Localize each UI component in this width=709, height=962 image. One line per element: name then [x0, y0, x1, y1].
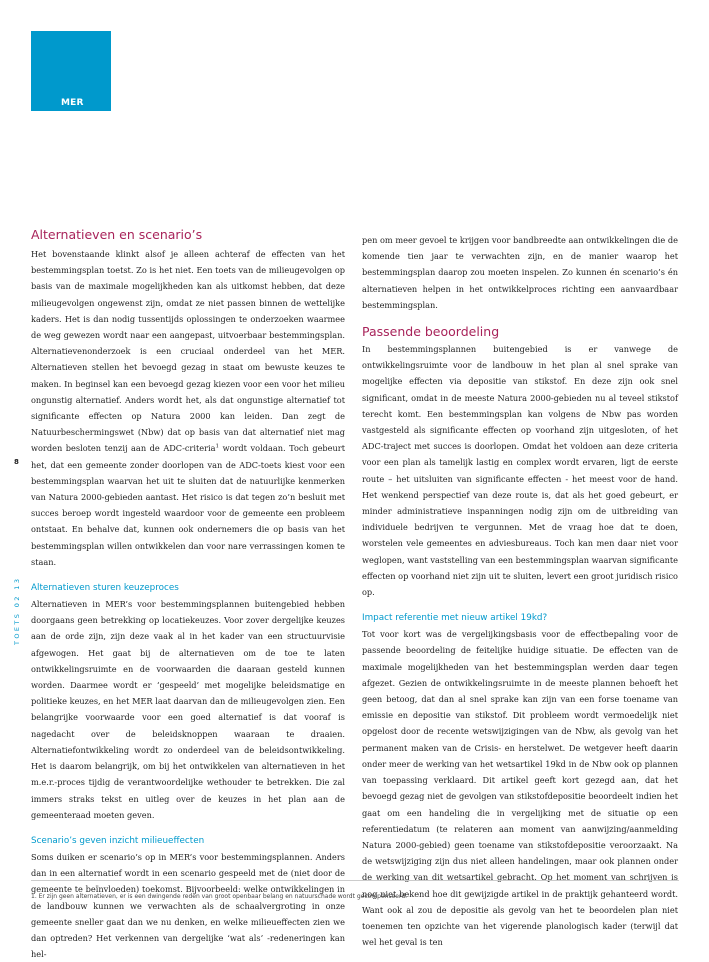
subheading-impact-referentie: Impact referentie met nieuw artikel 19kd?	[362, 613, 548, 624]
continuation-paragraph: pen om meer gevoel te krijgen voor bandbreedte aan ontwikkelingen die de komende tien jaar te verwachten zijn, en de manier waarop het bestemmingsplan daarop zou moeten inspelen. Zo kunnen én scenario’s én alternatieven helpen in het ontwikkelproces richting een aanvaardbaar bestemmingsplan.	[362, 235, 678, 310]
footnote-divider	[31, 880, 679, 881]
passende-beoordeling-paragraph: In bestemmingsplannen buitengebied is er vanwege de ontwikkelingsruimte voor de landbouw in het plan al snel sprake van mogelijke effecten via depositie van stikstof. En deze zijn ook snel significant, omdat in de meeste Natura 2000-gebieden nu al teveel stikstof terecht komt. Een bestemmingsplan kan volgens de Nbw pas worden vastgesteld als significante effecten op voorhand zijn uitgesloten, of het ADC-traject met succes is doorlopen. Omdat het voldoen aan deze criteria voor een plan als tamelijk lastig en complex wordt ervaren, ligt de eerste route – het uitsluiten van significante effecten - het meest voor de hand. Het wenkend perspectief van deze route is, dat als het goed gebeurt, er minder administratieve inspanningen nodig zijn om de uitbreiding van individuele bedrijven te vergunnen. Met de vraag hoe dat te doen, worstelen vele gemeentes en adviesbureaus. Toch kan men daar niet voor weglopen, want vaststelling van een bestemmingsplan waarvan significante effecten op voorhand niet zijn uit te sluiten, levert een groot juridisch risico op.	[362, 344, 678, 598]
alternatieven-paragraph: Alternatieven in MER’s voor bestemmingsplannen buitengebied hebben doorgaans geen betrekking op locatiekeuzes. Voor zover dergelijke keuzes aan de orde zijn, zijn deze vaak al in het kader van een structuurvisie afgewogen. Het gaat bij de alternatieven om de toe te laten ontwikkelingsruimte en de voorwaarden die daaraan gesteld kunnen worden. Daarmee wordt er ‘gespeeld’ met mogelijke beleidsmatige en politieke keuzes, en het MER laat daarvan dan de milieugevolgen zien. Een belangrijke voorwaarde voor een goed alternatief is dat vooraf is nagedacht over de beleidsknoppen waaraan te draaien. Alternatiefontwikkeling wordt zo onderdeel van de beleidsontwikkeling. Het is daarom belangrijk, om bij het ontwikkelen van alternatieven in het m.e.r.-proces tijdig de verantwoordelijke wethouder te betrekken. Die zal immers straks tekst en uitleg over de keuzes in het plan aan de gemeenteraad moeten geven.	[31, 599, 345, 820]
section-title-passende-beoordeling: Passende beoordeling	[362, 324, 500, 340]
left-column	[31, 232, 345, 962]
intro-paragraph	[31, 246, 345, 570]
footnote-reference: 1	[215, 443, 219, 450]
footnote: 1. Er zijn geen alternatieven, er is een dwingende reden van groot openbaar belang en natuurschade wordt gecompenseerd.	[31, 893, 408, 900]
subheading-alternatieven: Alternatieven sturen keuzeproces	[31, 583, 179, 594]
impact-referentie-paragraph: Tot voor kort was de vergelijkingsbasis voor de effectbepaling voor de passende beoordeling de feitelijke huidige situatie. De effecten van de maximale mogelijkheden van het bestemmingsplan werden daar tegen afgezet. Gezien de ontwikkelingsruimte in de meeste plannen behoeft het geen betoog, dat dan al snel sprake kan zijn van een forse toename van emissie en depositie van stikstof. Dit probleem wordt vermoedelijk niet opgelost door de recente wetswijzigingen van de Nbw, als gevolg van het permanent maken van de Crisis- en herstelwet. De wetgever heeft daarin onder meer de werking van het wetsartikel 19kd in de Nbw ook op plannen van toepassing verklaard. Dit artikel geeft kort gezegd aan, dat het bevoegd gezag niet de gevolgen van stikstofdepositie beoordeelt indien het gaat om een handeling die in vergelijking met de situatie op een referentiedatum (te relateren aan moment van aanwijzing/aanmelding Natura 2000-gebied) geen toename van stikstofdepositie veroorzaakt. Na de wetswijziging zijn dus niet alleen handelingen, maar ook plannen onder de werking van dit wetsartikel gebracht. Op het moment van schrijven is nog niet bekend hoe dit gewijzigde artikel in de praktijk gehanteerd wordt. Want ook al zou de depositie als gevolg van het te beoordelen plan niet toenemen ten opzichte van het vigerende planologisch kader (terwijl dat wel het geval is ten	[362, 629, 678, 948]
subheading-scenarios: Scenario’s geven inzicht milieueffecten	[31, 835, 205, 846]
section-tag-label: MER	[61, 98, 84, 108]
page-number: 8	[14, 458, 19, 466]
section-title: Alternatieven en scenario’s	[31, 227, 203, 242]
intro-text-part-1: Het bovenstaande klinkt alsof je alleen achteraf de effecten van het bestemmingsplan toetst. Zo is het niet. Een toets van de milieugevolgen op basis van de maximale mogelijkheden kan als uitkomst hebben, dat deze milieugevolgen ongewenst zijn, omdat ze niet passen binnen de wettelijke kaders. Het is dan nodig tussentijds oplossingen te onderzoeken waarmee de weg gewezen wordt naar een aangepast, uitvoerbaar bestemmingsplan. Alternatievenonderzoek is een cruciaal onderdeel van het MER. Alternatieven stellen het bevoegd gezag in staat om bewuste keuzes te maken. In beginsel kan een bevoegd gezag kiezen voor een voor het milieu ongunstig alternatief. Anders wordt het, als dat ongunstige alternatief tot significante effecten op Natura 2000 kan leiden. Dan zegt de Natuurbeschermingswet (Nbw) dat op basis van dat alternatief niet mag worden besloten tenzij aan de ADC-criteria	[31, 249, 345, 454]
right-column	[362, 232, 678, 950]
intro-text-part-2: wordt voldaan. Toch gebeurt het, dat een gemeente zonder doorlopen van de ADC-toets kiest voor een bestemmingsplan waarvan het uit te sluiten dat de natuurlijke kenmerken van Natura 2000-gebieden aantast. Het risico is dat tegen zo’n besluit met succes beroep wordt ingesteld waardoor voor de gemeente een probleem ontstaat. En behalve dat, kunnen ook ondernemers die op basis van het bestemmingsplan willen ontwikkelen dan voor nare verrassingen komen te staan.	[31, 443, 345, 567]
scenarios-paragraph: Soms duiken er scenario’s op in MER’s voor bestemmingsplannen. Anders dan in een alternatief wordt in een scenario gespeeld met de (niet door de gemeente te beïnvloeden) toekomst. Bijvoorbeeld: welke ontwikkelingen in de landbouw kunnen we verwachten als de schaalvergroting in onze gemeente sneller gaat dan we nu denken, en welke milieueffecten zien we dan optreden? Het verkennen van dergelijke ‘wat als’ -redeneringen kan hel-	[31, 851, 345, 960]
journal-issue-label: TOETS 02 13	[13, 576, 21, 645]
section-tag-box	[31, 31, 111, 111]
